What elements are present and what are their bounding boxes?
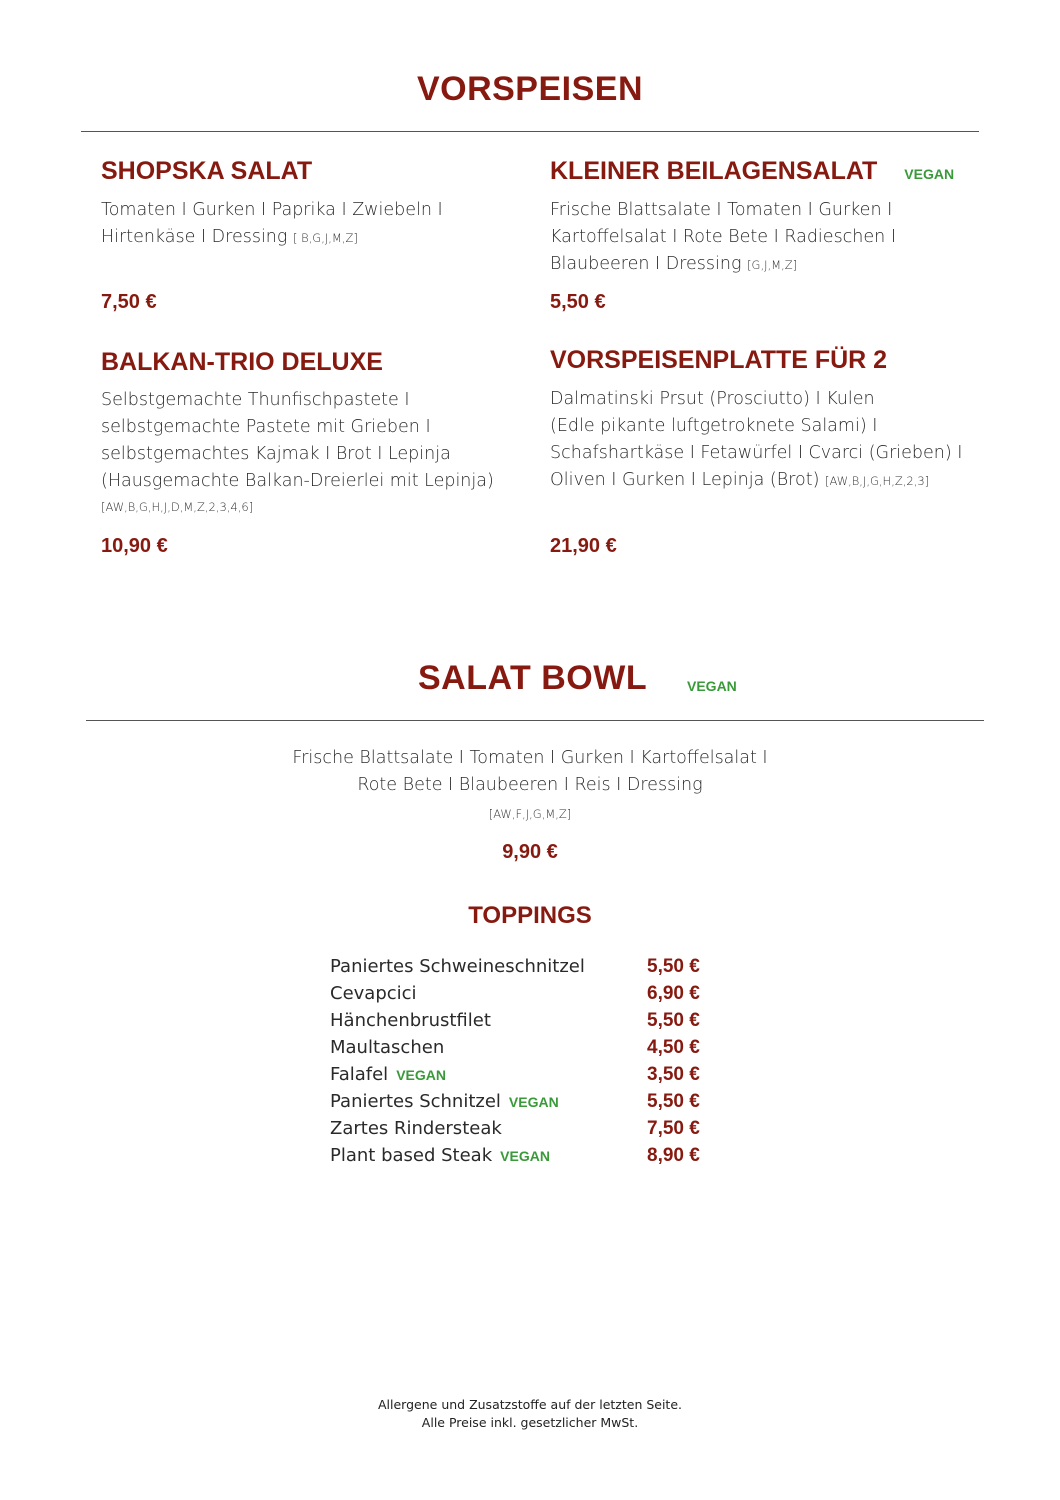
- topping-price: 7,50 €: [647, 1118, 700, 1139]
- menu-item-description: [550, 197, 896, 279]
- description-line: Kartoffelsalat I Rote Bete I Radieschen I: [550, 227, 896, 247]
- topping-row: [330, 1064, 710, 1091]
- divider: [86, 720, 984, 721]
- description-line: Frische Blattsalate I Tomaten I Gurken I: [550, 200, 893, 220]
- topping-name: Hänchenbrustfilet: [330, 1010, 491, 1031]
- menu-item-price: 21,90 €: [550, 535, 617, 557]
- footer-note: [0, 1396, 1060, 1432]
- topping-price: 3,50 €: [647, 1064, 700, 1085]
- menu-item-price: 10,90 €: [101, 535, 168, 557]
- topping-price: 5,50 €: [647, 956, 700, 977]
- description-line: Oliven I Gurken I Lepinja (Brot): [550, 470, 820, 490]
- description-line: (Hausgemachte Balkan-Dreierlei mit Lepinja): [101, 471, 494, 491]
- topping-row: [330, 1010, 710, 1037]
- topping-price: 8,90 €: [647, 1145, 700, 1166]
- allergen-codes: [AW,B,G,H,J,D,M,Z,2,3,4,6]: [101, 500, 254, 514]
- salat-bowl-price: 9,90 €: [502, 841, 558, 863]
- description-line: Tomaten I Gurken I Paprika I Zwiebeln I: [101, 200, 443, 220]
- vegan-badge: VEGAN: [687, 678, 737, 694]
- allergen-codes: [G,J,M,Z]: [747, 258, 798, 272]
- menu-item-description: [101, 387, 494, 519]
- topping-row: [330, 956, 710, 983]
- footer-allergen-note: Allergene und Zusatzstoffe auf der letzten Seite.: [378, 1397, 682, 1412]
- topping-name: [330, 1145, 550, 1166]
- description-line: Frische Blattsalate I Tomaten I Gurken I Kartoffelsalat I: [292, 748, 768, 768]
- menu-item-description: [550, 386, 962, 495]
- salat-bowl-description: [0, 745, 1060, 829]
- vegan-badge: VEGAN: [904, 166, 955, 182]
- description-line: Dalmatinski Prsut (Prosciutto) I Kulen: [550, 389, 875, 409]
- section-title-salat-bowl: SALAT BOWL: [418, 659, 648, 697]
- description-line: Hirtenkäse I Dressing: [101, 227, 288, 247]
- topping-row: [330, 1037, 710, 1064]
- topping-name: Zartes Rindersteak: [330, 1118, 502, 1139]
- topping-price: 4,50 €: [647, 1037, 700, 1058]
- vegan-badge: VEGAN: [396, 1067, 446, 1083]
- topping-label: Plant based Steak: [330, 1145, 493, 1166]
- menu-item-title: BALKAN-TRIO DELUXE: [101, 348, 383, 376]
- allergen-codes: [AW,F,J,G,M,Z]: [488, 807, 572, 821]
- menu-item-description: [101, 197, 443, 252]
- topping-name: [330, 1064, 446, 1085]
- topping-row: [330, 1118, 710, 1145]
- vegan-badge: VEGAN: [500, 1148, 550, 1164]
- topping-price: 5,50 €: [647, 1010, 700, 1031]
- topping-label: Paniertes Schnitzel: [330, 1091, 501, 1112]
- description-line: Blaubeeren I Dressing: [550, 254, 742, 274]
- topping-row: [330, 1145, 710, 1172]
- topping-price: 5,50 €: [647, 1091, 700, 1112]
- menu-item-price: 5,50 €: [550, 291, 606, 313]
- topping-name: Cevapcici: [330, 983, 417, 1004]
- description-line: Schafshartkäse I Fetawürfel I Cvarci (Grieben) I: [550, 443, 963, 463]
- topping-label: Falafel: [330, 1064, 389, 1085]
- description-line: selbstgemachte Pastete mit Grieben I: [101, 417, 431, 437]
- menu-item-name: KLEINER BEILAGENSALAT: [550, 157, 878, 185]
- description-line: Rote Bete I Blaubeeren I Reis I Dressing: [357, 775, 703, 795]
- description-line: selbstgemachtes Kajmak I Brot I Lepinja: [101, 444, 451, 464]
- menu-item-title: [550, 157, 954, 186]
- section-title-vorspeisen: VORSPEISEN: [416, 70, 644, 108]
- topping-row: [330, 983, 710, 1010]
- description-line: Selbstgemachte Thunfischpastete I: [101, 390, 410, 410]
- description-line: (Edle pikante luftgetroknete Salami) I: [550, 416, 878, 436]
- footer-vat-note: Alle Preise inkl. gesetzlicher MwSt.: [421, 1415, 639, 1430]
- menu-item-price: 7,50 €: [101, 291, 157, 313]
- topping-name: Maultaschen: [330, 1037, 445, 1058]
- toppings-title: TOPPINGS: [468, 902, 592, 929]
- menu-item-title: SHOPSKA SALAT: [101, 157, 313, 185]
- menu-item-title: VORSPEISENPLATTE FÜR 2: [550, 346, 888, 374]
- vegan-badge: VEGAN: [508, 1094, 559, 1110]
- topping-name: [330, 1091, 559, 1112]
- topping-row: [330, 1091, 710, 1118]
- divider: [81, 131, 979, 132]
- allergen-codes: [ B,G,J,M,Z]: [292, 231, 358, 245]
- topping-price: 6,90 €: [647, 983, 700, 1004]
- topping-name: Paniertes Schweineschnitzel: [330, 956, 585, 977]
- allergen-codes: [AW,B,J,G,H,Z,2,3]: [825, 474, 930, 488]
